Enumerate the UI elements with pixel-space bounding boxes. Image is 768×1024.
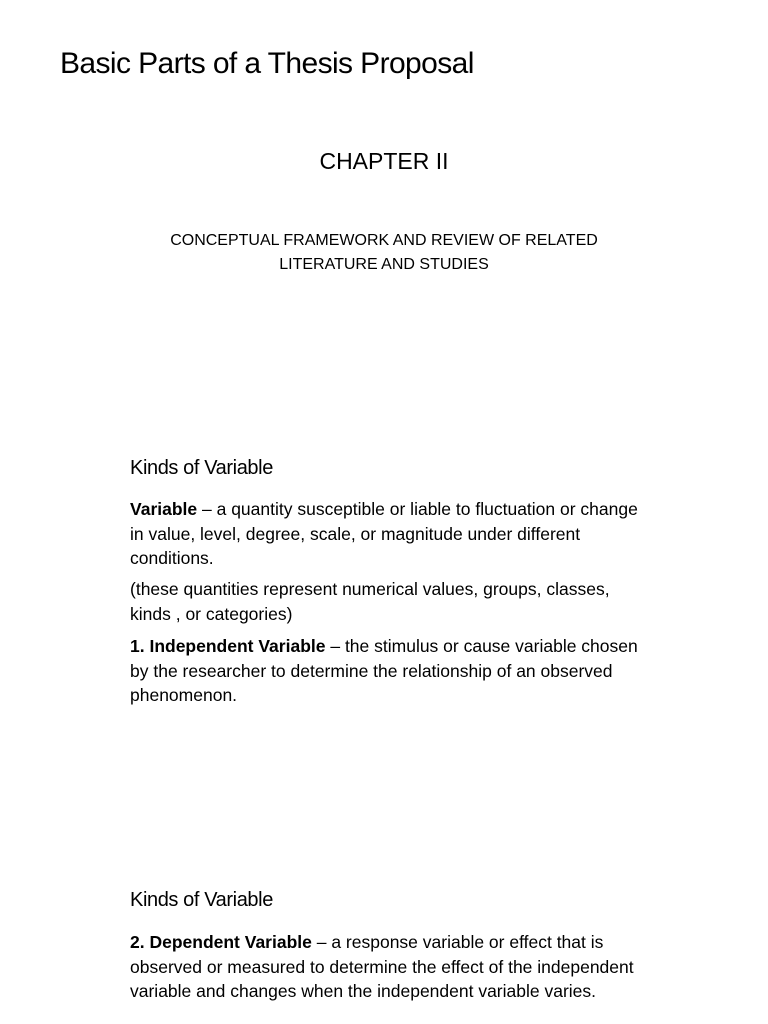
variable-definition xyxy=(130,497,650,571)
deck-title: Basic Parts of a Thesis Proposal xyxy=(60,47,474,80)
independent-variable-definition xyxy=(130,634,650,708)
dependent-variable-term: 2. Dependent Variable xyxy=(130,932,312,952)
slide-kinds-of-variable-2 xyxy=(0,864,768,1024)
slide-title xyxy=(0,0,768,432)
chapter-subtitle-line-2: LITERATURE AND STUDIES xyxy=(279,256,489,273)
chapter-heading: CHAPTER II xyxy=(319,148,449,174)
dependent-variable-text: – a response variable or effect that is observed or measured to determine the effect of the independent variable and changes when the independent variable varies. xyxy=(130,932,634,1001)
section-title: Kinds of Variable xyxy=(130,457,273,479)
variable-definition-text: – a quantity susceptible or liable to fluctuation or change in value, level, degree, scale, or magnitude under different conditions. xyxy=(130,499,638,568)
variable-term: Variable xyxy=(130,499,198,519)
variable-note: (these quantities represent numerical values, groups, classes, kinds , or categories) xyxy=(130,579,610,624)
section-title: Kinds of Variable xyxy=(130,889,273,911)
chapter-subtitle xyxy=(100,229,668,277)
independent-variable-term: 1. Independent Variable xyxy=(130,636,326,656)
slide-kinds-of-variable-1 xyxy=(0,432,768,864)
dependent-variable-definition xyxy=(130,930,650,1004)
independent-variable-text: – the stimulus or cause variable chosen by the researcher to determine the relationship of an observed phenomenon. xyxy=(130,636,638,705)
chapter-subtitle-line-1: CONCEPTUAL FRAMEWORK AND REVIEW OF RELATED xyxy=(170,232,598,249)
